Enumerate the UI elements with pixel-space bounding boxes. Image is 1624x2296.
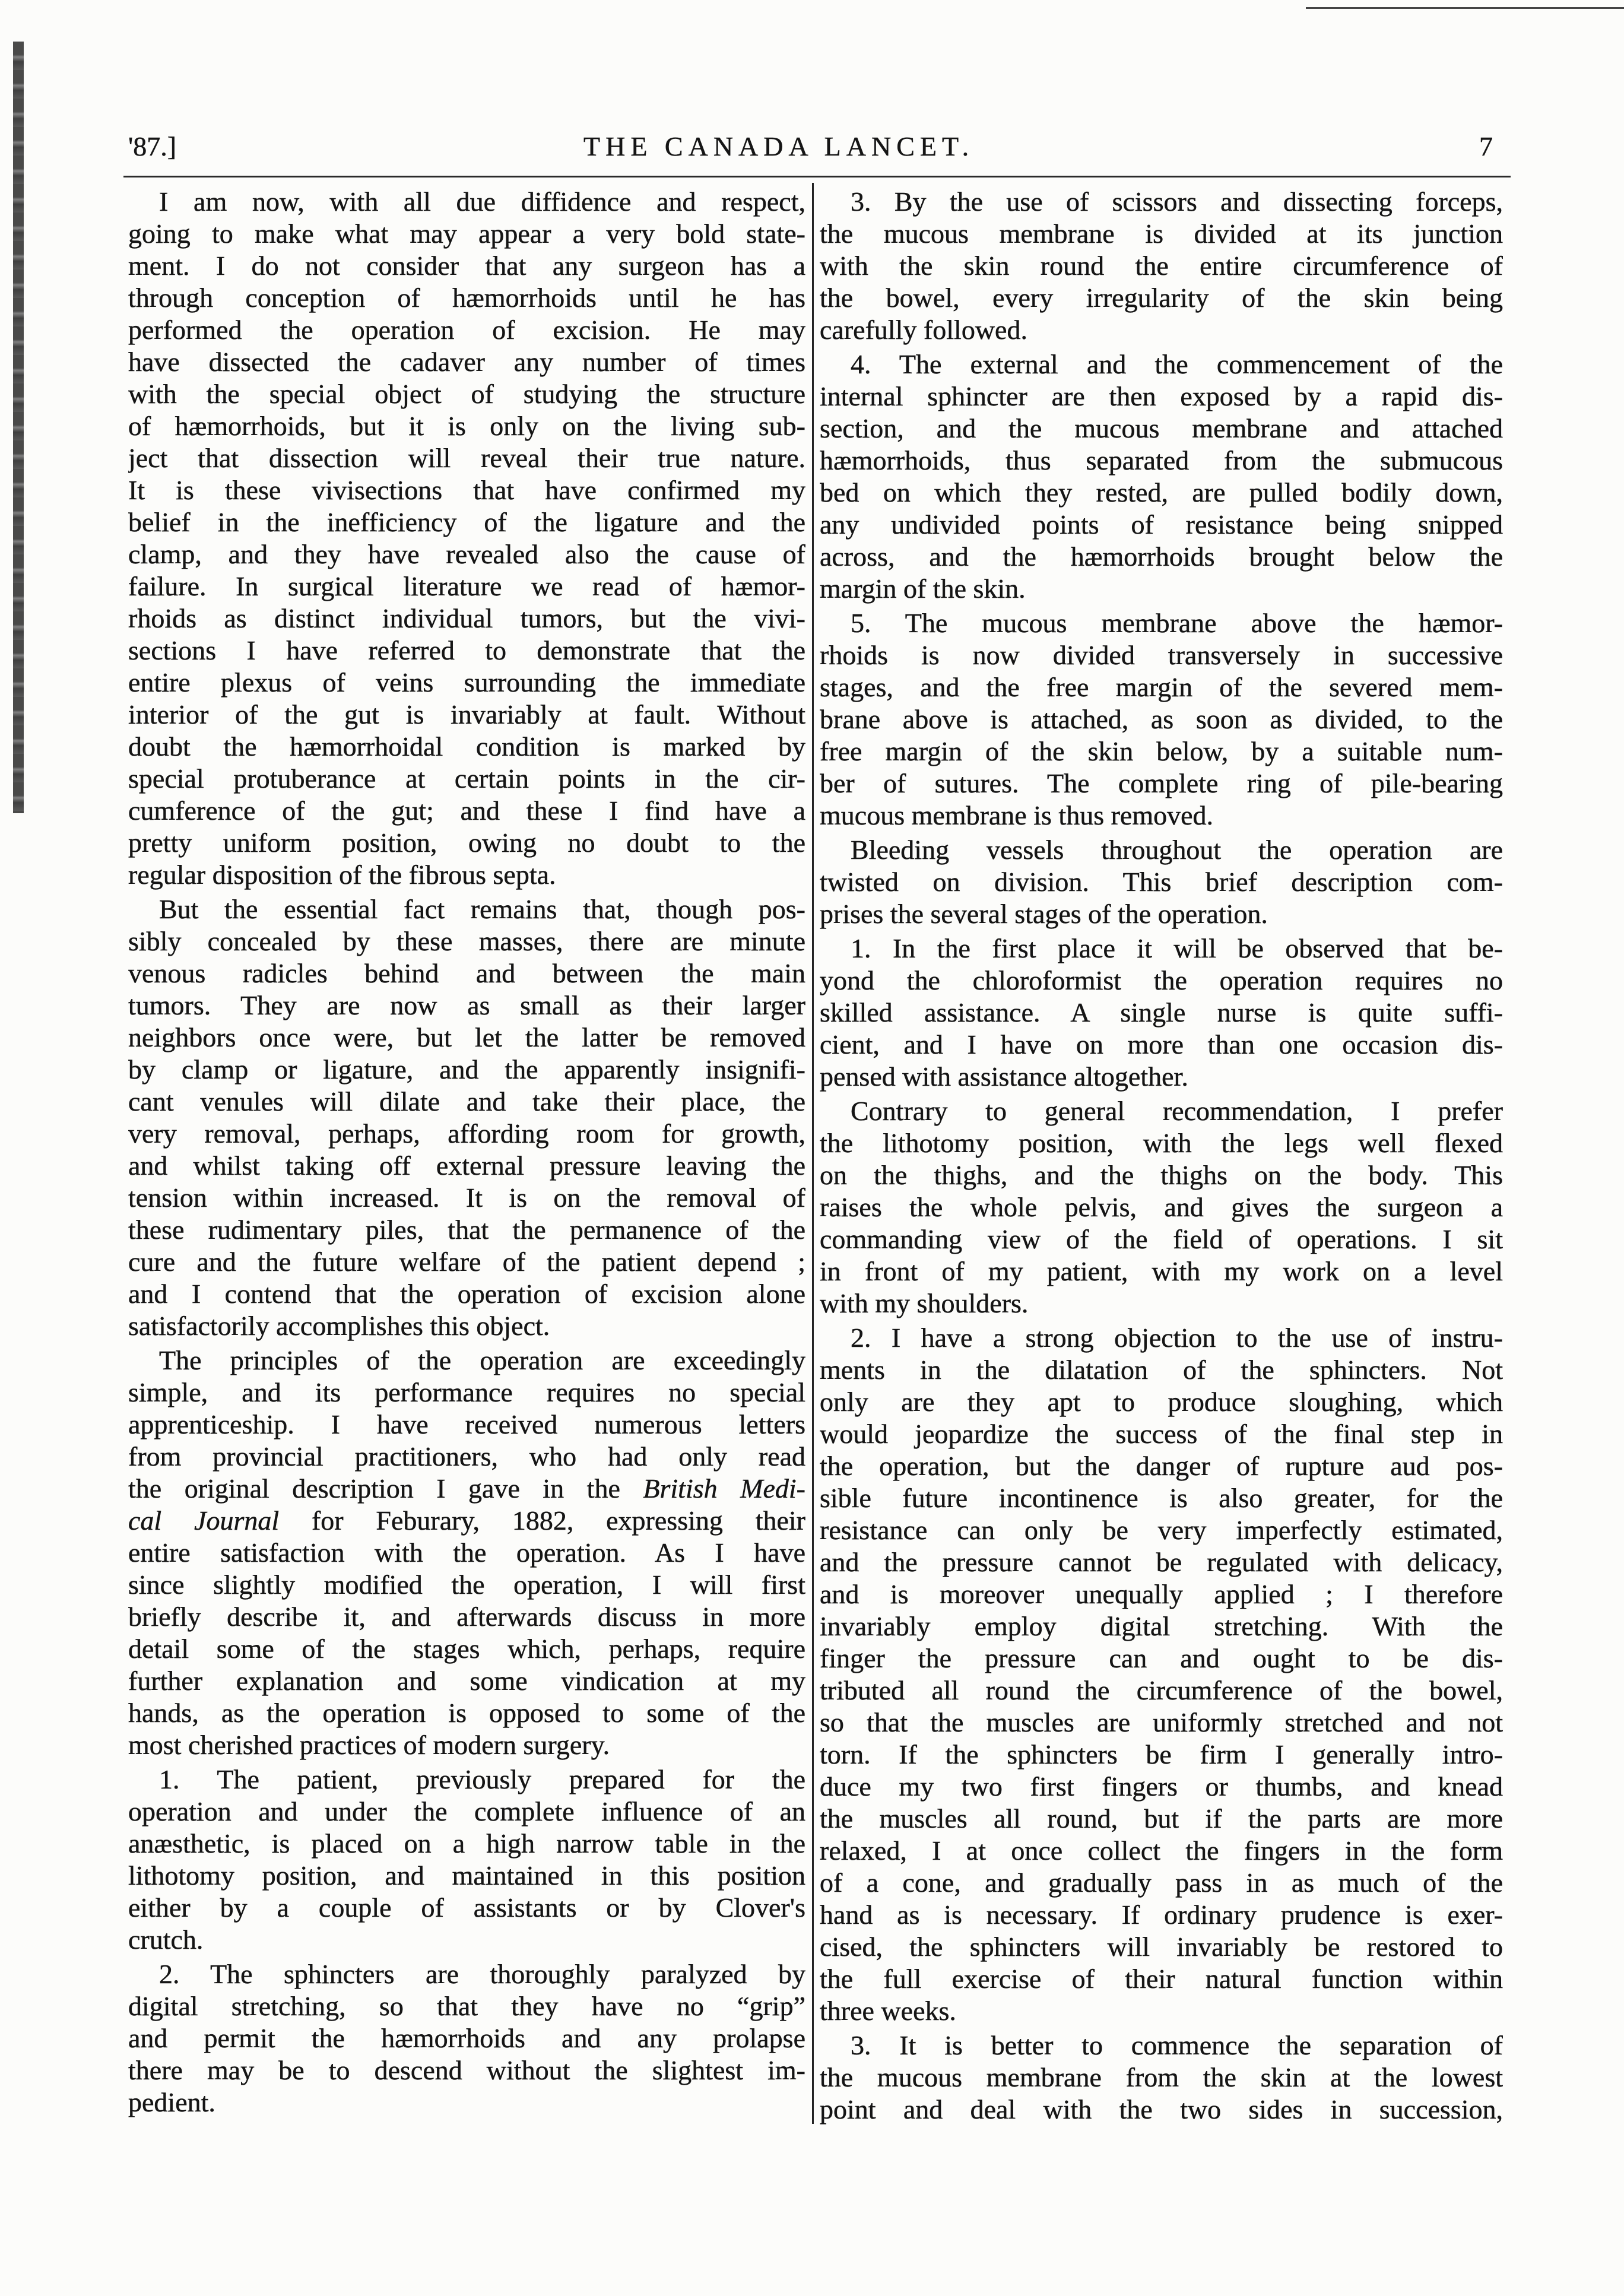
text-line: hæmorrhoids, thus separated from the submucous <box>820 445 1503 475</box>
text-line: the operation, but the danger of rupture aud pos- <box>820 1451 1503 1481</box>
text-line: crutch. <box>128 1924 204 1955</box>
page-number: 7 <box>1479 131 1493 161</box>
text-line: these rudimentary piles, that the permanence of the <box>128 1214 805 1245</box>
text-line: ber of sutures. The complete ring of pile-bearing <box>820 768 1503 798</box>
text-line: with the special object of studying the structure <box>128 379 805 409</box>
text-line: belief in the inefficiency of the ligature and the <box>128 507 805 537</box>
text-line: 3. By the use of scissors and dissecting forceps, <box>851 186 1503 217</box>
scan-binding-shadow <box>13 42 24 813</box>
text-line: either by a couple of assistants or by Clover's <box>128 1892 805 1923</box>
text-line: cumference of the gut; and these I find have a <box>128 795 805 826</box>
text-line: and whilst taking off external pressure leaving the <box>128 1150 805 1181</box>
text-line: have dissected the cadaver any number of times <box>128 347 805 377</box>
text-line: only are they apt to produce sloughing, which <box>820 1387 1503 1417</box>
paragraph <box>128 1958 805 2119</box>
text-line: 3. It is better to commence the separation of <box>851 2030 1503 2060</box>
left-column <box>128 186 805 2119</box>
text-line: of a cone, and gradually pass in as much of the <box>820 1867 1503 1898</box>
text-line: most cherished practices of modern surgery. <box>128 1730 610 1760</box>
text-line: rhoids is now divided transversely in successive <box>820 640 1503 670</box>
text-line: hand as is necessary. If ordinary prudence is exer- <box>820 1899 1503 1930</box>
text-line: and is moreover unequally applied ; I therefore <box>820 1579 1503 1609</box>
text-line: ment. I do not consider that any surgeon has a <box>128 250 805 281</box>
running-head-title: THE CANADA LANCET. <box>583 131 975 161</box>
text-line: prises the several stages of the operation. <box>820 899 1268 929</box>
text-line: from provincial practitioners, who had only read <box>128 1441 805 1472</box>
text-line: clamp, and they have revealed also the cause of <box>128 539 805 569</box>
column-divider <box>812 183 814 2124</box>
text-segment: the original description I gave in the <box>128 1473 643 1504</box>
text-line: digital stretching, so that they have no “grip” <box>128 1991 805 2021</box>
text-line: sible future incontinence is also greater, for the <box>820 1483 1503 1513</box>
text-line: stages, and the free margin of the severed mem- <box>820 672 1503 702</box>
text-line: there may be to descend without the slightest im- <box>128 2055 805 2085</box>
text-line: sections I have referred to demonstrate that the <box>128 635 805 665</box>
text-line: 2. I have a strong objection to the use of instru- <box>851 1323 1503 1353</box>
text-line: tension within increased. It is on the removal of <box>128 1182 805 1213</box>
text-line: rhoids as distinct individual tumors, but the vivi- <box>128 603 805 633</box>
paragraph <box>820 348 1503 605</box>
text-line: 1. The patient, previously prepared for the <box>159 1764 805 1794</box>
text-line: The principles of the operation are exceedingly <box>159 1345 805 1375</box>
text-line: entire satisfaction with the operation. As I have <box>128 1537 805 1568</box>
text-line: the full exercise of their natural function within <box>820 1964 1503 1994</box>
text-line: the mucous membrane is divided at its junction <box>820 218 1503 249</box>
text-line: lithotomy position, and maintained in this position <box>128 1860 805 1891</box>
text-line: tributed all round the circumference of the bowel, <box>820 1675 1503 1705</box>
header-rule <box>123 176 1511 177</box>
text-line: It is these vivisections that have confirmed my <box>128 475 805 505</box>
text-line: interior of the gut is invariably at fault. Without <box>128 699 805 730</box>
right-column <box>820 186 1503 2126</box>
text-line: any undivided points of resistance being snipped <box>820 509 1503 540</box>
text-line: regular disposition of the fibrous septa. <box>128 860 556 890</box>
text-line: would jeopardize the success of the final step in <box>820 1419 1503 1449</box>
text-line: further explanation and some vindication at my <box>128 1666 805 1696</box>
text-line: free margin of the skin below, by a suitable num- <box>820 736 1503 766</box>
text-line: operation and under the complete influence of an <box>128 1796 805 1826</box>
text-line: relaxed, I at once collect the fingers in the form <box>820 1835 1503 1866</box>
text-line: yond the chloroformist the operation requires no <box>820 965 1503 995</box>
text-line: of hæmorrhoids, but it is only on the living sub- <box>128 411 805 441</box>
text-line: 1. In the first place it will be observed that be- <box>851 933 1503 963</box>
text-line: mucous membrane is thus removed. <box>820 800 1214 830</box>
text-line: skilled assistance. A single nurse is quite suffi- <box>820 997 1503 1028</box>
text-line: on the thighs, and the thighs on the body. This <box>820 1160 1503 1190</box>
text-line: finger the pressure can and ought to be dis- <box>820 1643 1503 1673</box>
text-line: three weeks. <box>820 1996 956 2026</box>
text-line: twisted on division. This brief description com- <box>820 867 1503 897</box>
text-line: torn. If the sphincters be firm I generally intro- <box>820 1739 1503 1769</box>
text-line: failure. In surgical literature we read of hæmor- <box>128 571 805 601</box>
text-line: the mucous membrane from the skin at the lowest <box>820 2062 1503 2092</box>
text-line: cure and the future welfare of the patient depend ; <box>128 1247 805 1277</box>
text-line: and permit the hæmorrhoids and any prolapse <box>128 2023 805 2053</box>
text-line: internal sphincter are then exposed by a rapid dis- <box>820 381 1503 411</box>
text-line: the bowel, every irregularity of the skin being <box>820 283 1503 313</box>
text-line: 4. The external and the commencement of the <box>851 349 1503 379</box>
paragraph <box>128 1344 805 1761</box>
text-line: special protuberance at certain points in the cir- <box>128 763 805 794</box>
text-line: point and deal with the two sides in succession, <box>820 2094 1503 2124</box>
running-head-date: '87.] <box>128 131 177 161</box>
text-line: Bleeding vessels throughout the operation are <box>851 835 1503 865</box>
text-line: by clamp or ligature, and the apparently insignifi- <box>128 1054 805 1084</box>
text-line: hands, as the operation is opposed to some of the <box>128 1698 805 1728</box>
text-line: apprenticeship. I have received numerous letters <box>128 1409 805 1439</box>
paragraph <box>128 186 805 891</box>
text-line: cient, and I have on more than one occasion dis- <box>820 1029 1503 1060</box>
paragraph <box>820 1322 1503 2027</box>
text-line: pensed with assistance altogether. <box>820 1061 1188 1092</box>
text-line: bed on which they rested, are pulled bodily down, <box>820 477 1503 508</box>
text-line <box>128 1505 805 1537</box>
text-line: across, and the hæmorrhoids brought below the <box>820 541 1503 572</box>
text-line: neighbors once were, but let the latter be removed <box>128 1022 805 1052</box>
text-line: ments in the dilatation of the sphincters. Not <box>820 1355 1503 1385</box>
text-line: margin of the skin. <box>820 573 1026 604</box>
text-line: pretty uniform position, owing no doubt to the <box>128 827 805 858</box>
paragraph <box>820 933 1503 1093</box>
text-line: duce my two first fingers or thumbs, and knead <box>820 1771 1503 1802</box>
text-line: tumors. They are now as small as their larger <box>128 990 805 1020</box>
paragraph <box>820 2029 1503 2126</box>
text-line: commanding view of the field of operations. I sit <box>820 1224 1503 1254</box>
text-line: detail some of the stages which, perhaps, require <box>128 1634 805 1664</box>
text-line: and I contend that the operation of excision alone <box>128 1279 805 1309</box>
text-line: ject that dissection will reveal their true nature. <box>128 443 805 473</box>
paragraph <box>820 834 1503 930</box>
text-line: But the essential fact remains that, though pos- <box>159 894 805 924</box>
text-line: carefully followed. <box>820 315 1027 345</box>
paragraph <box>820 1095 1503 1320</box>
text-line: Contrary to general recommendation, I prefer <box>851 1096 1503 1126</box>
journal-name-italic: British Medi- <box>643 1473 805 1504</box>
text-line: the lithotomy position, with the legs well flexed <box>820 1128 1503 1158</box>
text-line: since slightly modified the operation, I will first <box>128 1569 805 1600</box>
text-line: I am now, with all due diffidence and respect, <box>159 186 805 217</box>
text-line: briefly describe it, and afterwards discuss in more <box>128 1602 805 1632</box>
text-line: 2. The sphincters are thoroughly paralyzed by <box>159 1959 805 1989</box>
text-line: resistance can only be very imperfectly estimated, <box>820 1515 1503 1545</box>
text-line: brane above is attached, as soon as divided, to the <box>820 704 1503 734</box>
text-line: simple, and its performance requires no special <box>128 1377 805 1407</box>
text-line: so that the muscles are uniformly stretched and not <box>820 1707 1503 1737</box>
text-line: satisfactorily accomplishes this object. <box>128 1311 550 1341</box>
journal-name-italic: cal Journal <box>128 1505 280 1536</box>
text-line: anæsthetic, is placed on a high narrow table in the <box>128 1828 805 1859</box>
text-line: and the pressure cannot be regulated with delicacy, <box>820 1547 1503 1577</box>
text-line: raises the whole pelvis, and gives the surgeon a <box>820 1192 1503 1222</box>
text-line: with my shoulders. <box>820 1288 1029 1318</box>
paragraph <box>820 186 1503 346</box>
paragraph <box>128 893 805 1342</box>
text-line: sibly concealed by these masses, there are minute <box>128 926 805 956</box>
text-line: going to make what may appear a very bold state- <box>128 218 805 249</box>
text-line: cised, the sphincters will invariably be restored to <box>820 1932 1503 1962</box>
paragraph <box>820 607 1503 832</box>
text-segment: for Feburary, 1882, expressing their <box>279 1505 805 1536</box>
text-line: doubt the hæmorrhoidal condition is marked by <box>128 731 805 762</box>
text-line: very removal, perhaps, affording room for growth, <box>128 1118 805 1149</box>
text-line: 5. The mucous membrane above the hæmor- <box>851 608 1503 638</box>
text-line: the muscles all round, but if the parts are more <box>820 1803 1503 1834</box>
paragraph <box>128 1764 805 1956</box>
text-line: with the skin round the entire circumference of <box>820 250 1503 281</box>
text-line: pedient. <box>128 2087 215 2117</box>
text-line: entire plexus of veins surrounding the immediate <box>128 667 805 697</box>
text-line: performed the operation of excision. He may <box>128 315 805 345</box>
text-line: through conception of hæmorrhoids until he has <box>128 283 805 313</box>
text-line: venous radicles behind and between the main <box>128 958 805 988</box>
text-line: cant venules will dilate and take their place, the <box>128 1086 805 1117</box>
text-line: in front of my patient, with my work on a level <box>820 1256 1503 1286</box>
text-line <box>128 1473 805 1505</box>
scan-edge-line <box>1306 7 1624 9</box>
text-line: invariably employ digital stretching. With the <box>820 1611 1503 1641</box>
text-line: section, and the mucous membrane and attached <box>820 413 1503 443</box>
